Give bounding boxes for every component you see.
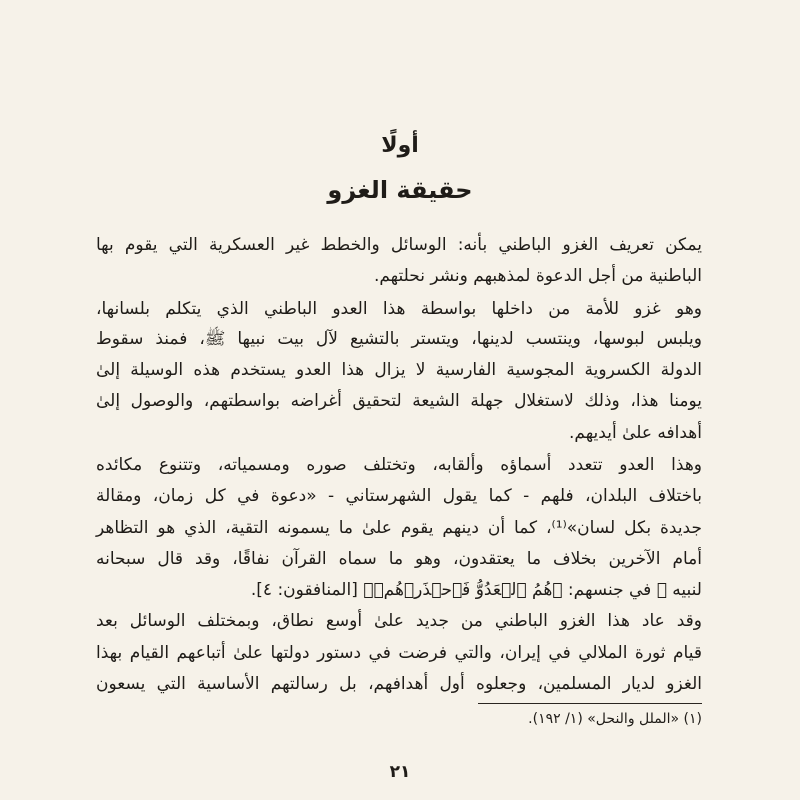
text-line: وهذا العدو تتعدد أسماؤه وألقابه، وتختلف صوره ومسمياته، وتتنوع مكائده (96, 455, 702, 475)
text-line: قيام ثورة الملالي في إيران، والتي فرضت في دستور دولتها علىٰ أتباعهم القيام بهذا (96, 643, 702, 663)
text-line: جديدة بكل لسان»⁽¹⁾، كما أن دينهم يقوم علىٰ ما يسمونه التقية، الذي هو التظاهر (96, 518, 702, 538)
footnote-separator (478, 703, 702, 704)
page-number: ٢١ (389, 762, 411, 782)
text-line: لنبيه ﷺ في جنسهم: ﴿هُمُ ٱلۡعَدُوُّ فَٱحۡذَرۡهُمۡ﴾ [المنافقون: ٤]. (250, 580, 702, 600)
text-line: يمكن تعريف الغزو الباطني بأنه: الوسائل والخطط غير العسكرية التي يقوم بها (96, 235, 702, 255)
text-line: يومنا هذا، وذلك لاستغلال جهلة الشيعة لتحقيق أغراضه بواسطتهم، والوصول إلىٰ (96, 391, 702, 411)
section-number-heading: أولًا (381, 133, 419, 158)
section-title-heading: حقيقة الغزو (327, 176, 473, 204)
footnote: (١) «الملل والنحل» (١/ ١٩٢). (528, 711, 702, 727)
text-line: وقد عاد هذا الغزو الباطني من جديد علىٰ أوسع نطاق، وبمختلف الوسائل بعد (96, 611, 702, 631)
text-line: وهو غزو للأمة من داخلها بواسطة هذا العدو الباطني الذي يتكلم بلسانها، (96, 299, 702, 319)
text-line: باختلاف البلدان، فلهم - كما يقول الشهرستاني - «دعوة في كل زمان، ومقالة (96, 486, 702, 506)
text-line: أهدافه علىٰ أيديهم. (569, 423, 702, 443)
text-line: الباطنية من أجل الدعوة لمذهبهم ونشر نحلتهم. (373, 266, 702, 286)
text-line: الدولة الكسروية المجوسية الفارسية لا يزال هذا العدو يستخدم هذه الوسيلة إلىٰ (96, 360, 702, 380)
text-line: ويلبس لبوسها، وينتسب لدينها، ويتستر بالتشيع لآل بيت نبيها ﷺ، فمنذ سقوط (96, 329, 702, 349)
text-line: أمام الآخرين بخلاف ما يعتقدون، وهو ما سماه القرآن نفاقًا، وقد قال سبحانه (96, 549, 702, 569)
text-line: الغزو لديار المسلمين، وجعلوه أول أهدافهم، بل رسالتهم الأساسية التي يسعون (96, 674, 702, 694)
